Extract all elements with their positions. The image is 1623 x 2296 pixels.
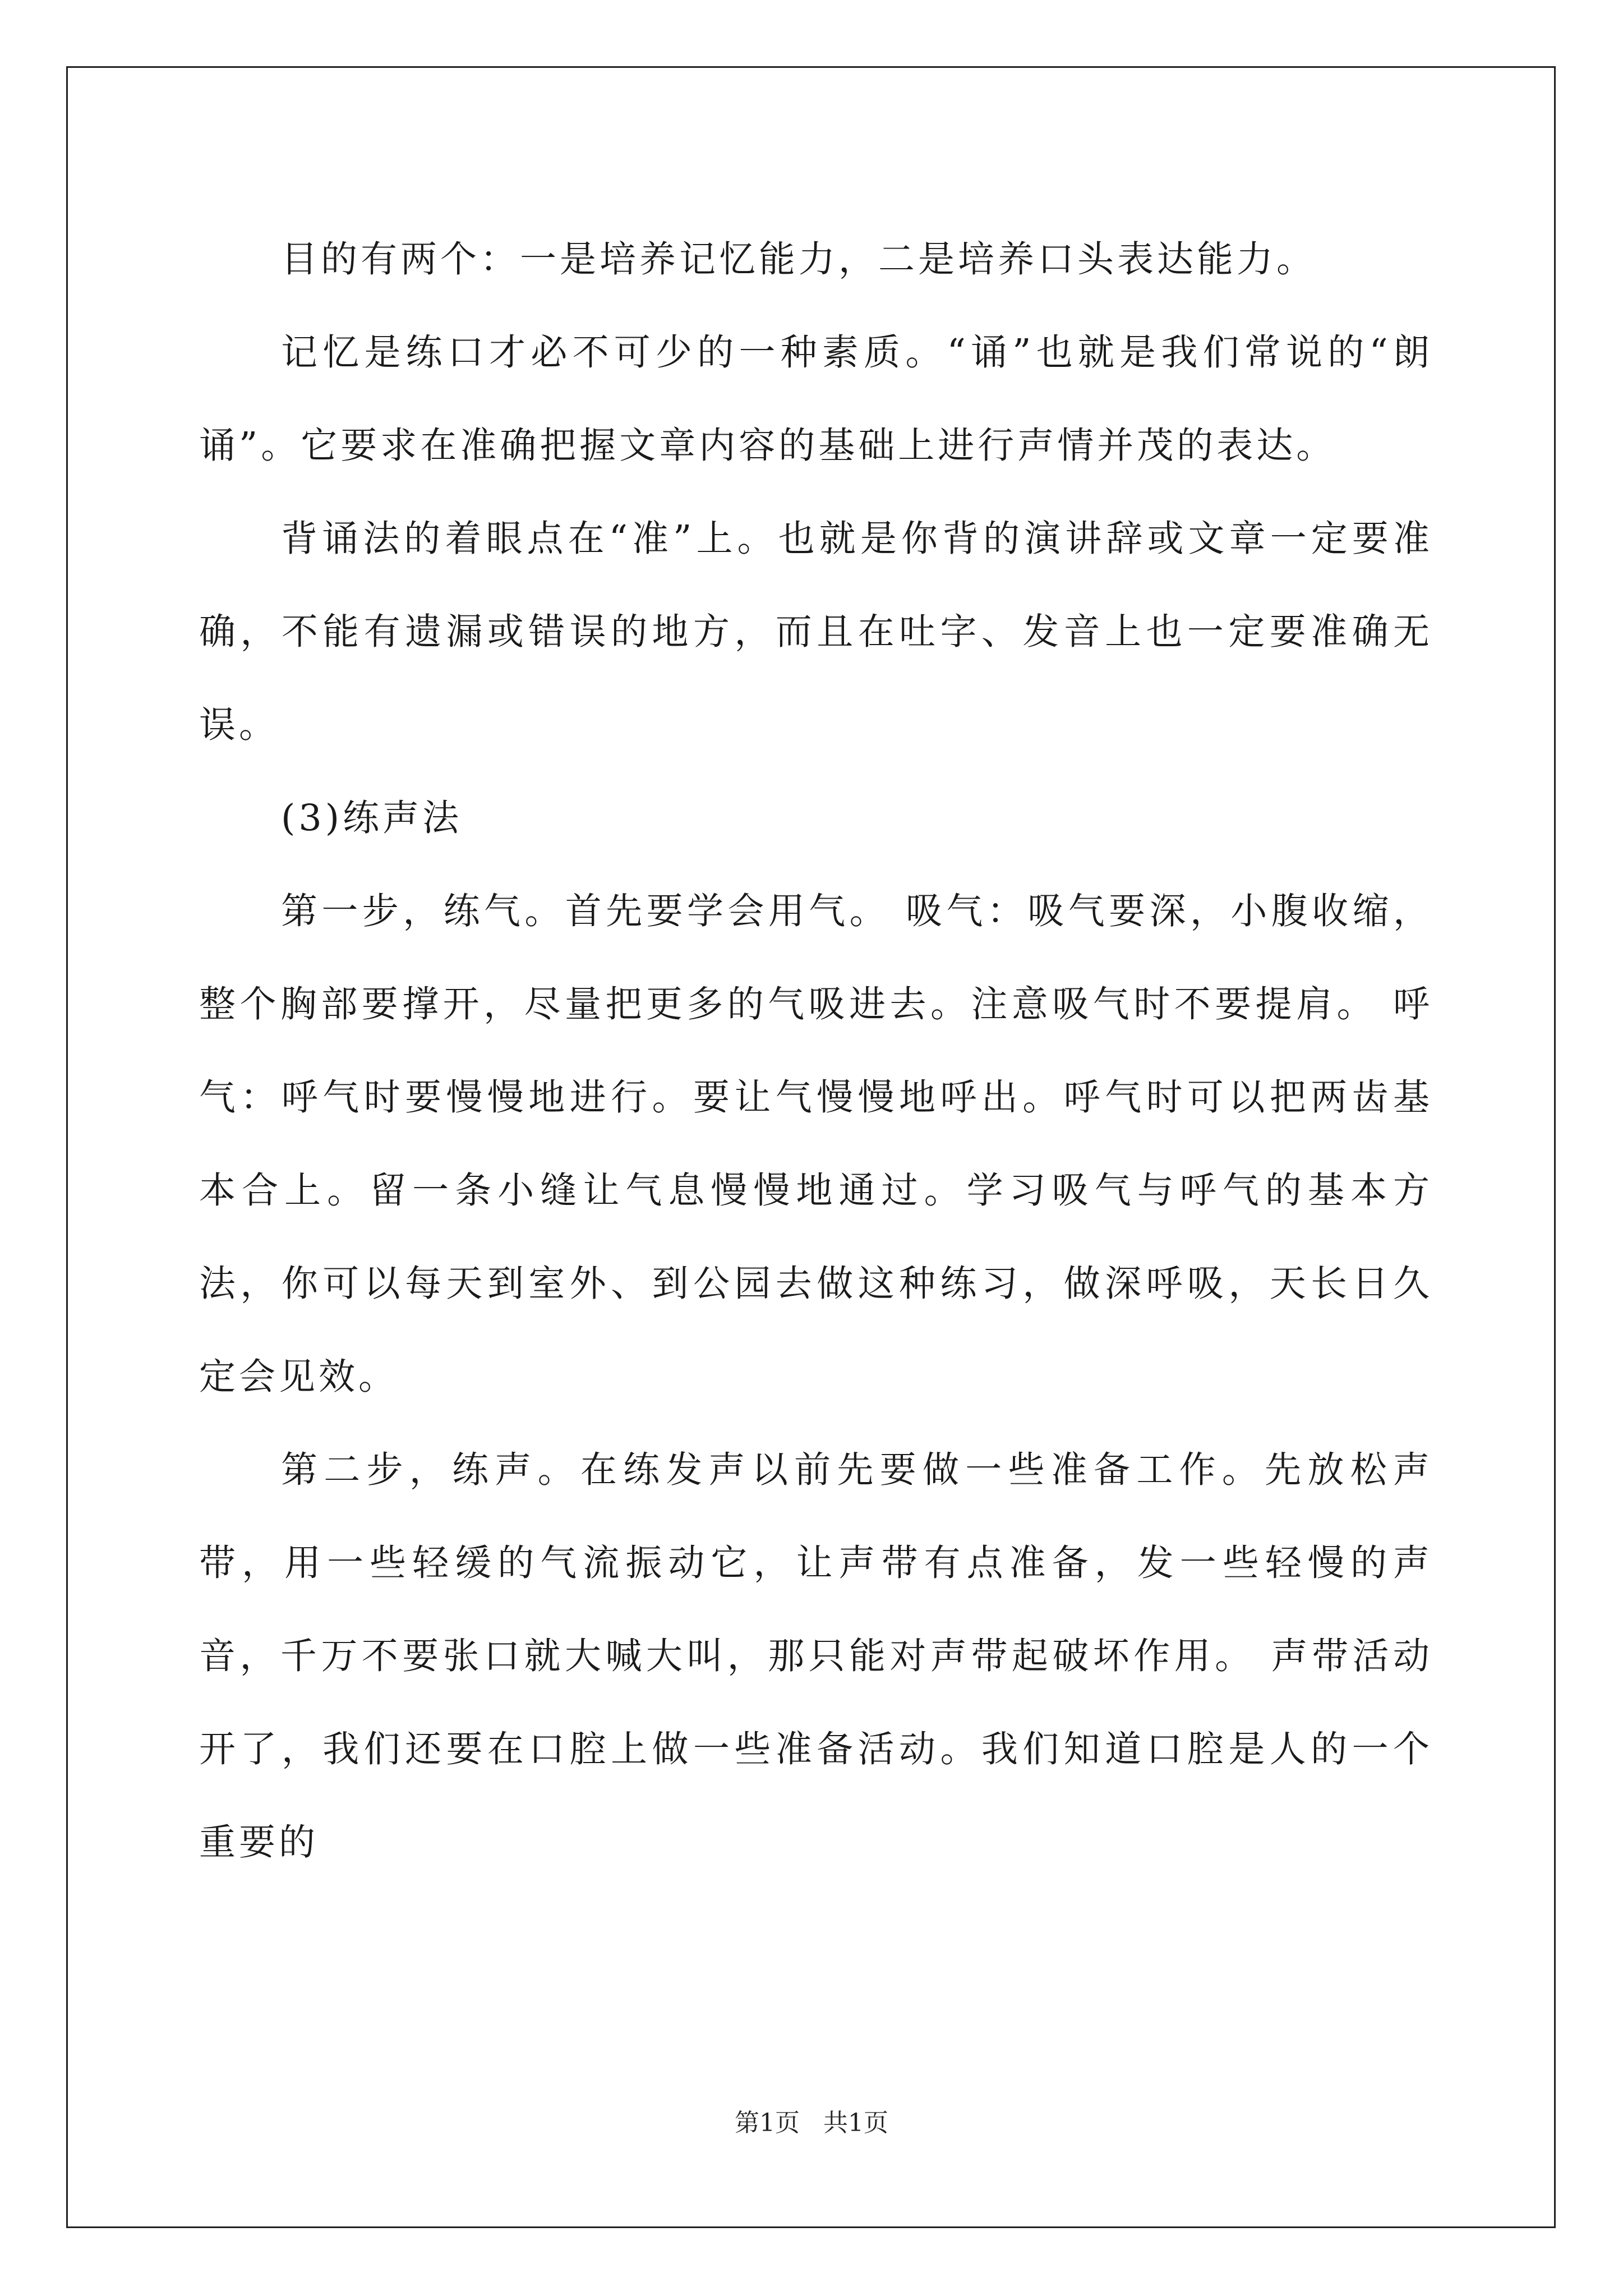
page-number-current: 第1页 [735,2109,800,2137]
document-body [199,213,1433,1889]
page-number-total: 共1页 [823,2109,888,2137]
paragraph: 记忆是练口才必不可少的一种素质。“诵”也就是我们常说的“朗诵”。它要求在准确把握文章内容的基础上进行声情并茂的表达。 [199,332,1433,467]
section-heading: (3)练声法 [281,797,463,839]
paragraph: 背诵法的着眼点在“准”上。也就是你背的演讲辞或文章一定要准确，不能有遗漏或错误的地方，而且在吐字、发音上也一定要准确无误。 [199,518,1433,746]
page-footer [0,2106,1623,2140]
paragraph: 目的有两个：一是培养记忆能力，二是培养口头表达能力。 [281,238,1317,280]
paragraph: 第二步，练声。在练发声以前先要做一些准备工作。先放松声带，用一些轻缓的气流振动它，让声带有点准备，发一些轻慢的声音，千万不要张口就大喊大叫，那只能对声带起破坏作用。 声带活动开了，我们还要在口腔上做一些准备活动。我们知道口腔是人的一个重要的 [199,1449,1433,1864]
paragraph: 第一步，练气。首先要学会用气。 吸气：吸气要深，小腹收缩，整个胸部要撑开，尽量把更多的气吸进去。注意吸气时不要提肩。 呼气：呼气时要慢慢地进行。要让气慢慢地呼出。呼气时可以把两齿基本合上。留一条小缝让气息慢慢地通过。学习吸气与呼气的基本方法，你可以每天到室外、到公园去做这种练习，做深呼吸，天长日久定会见效。 [199,890,1433,1398]
